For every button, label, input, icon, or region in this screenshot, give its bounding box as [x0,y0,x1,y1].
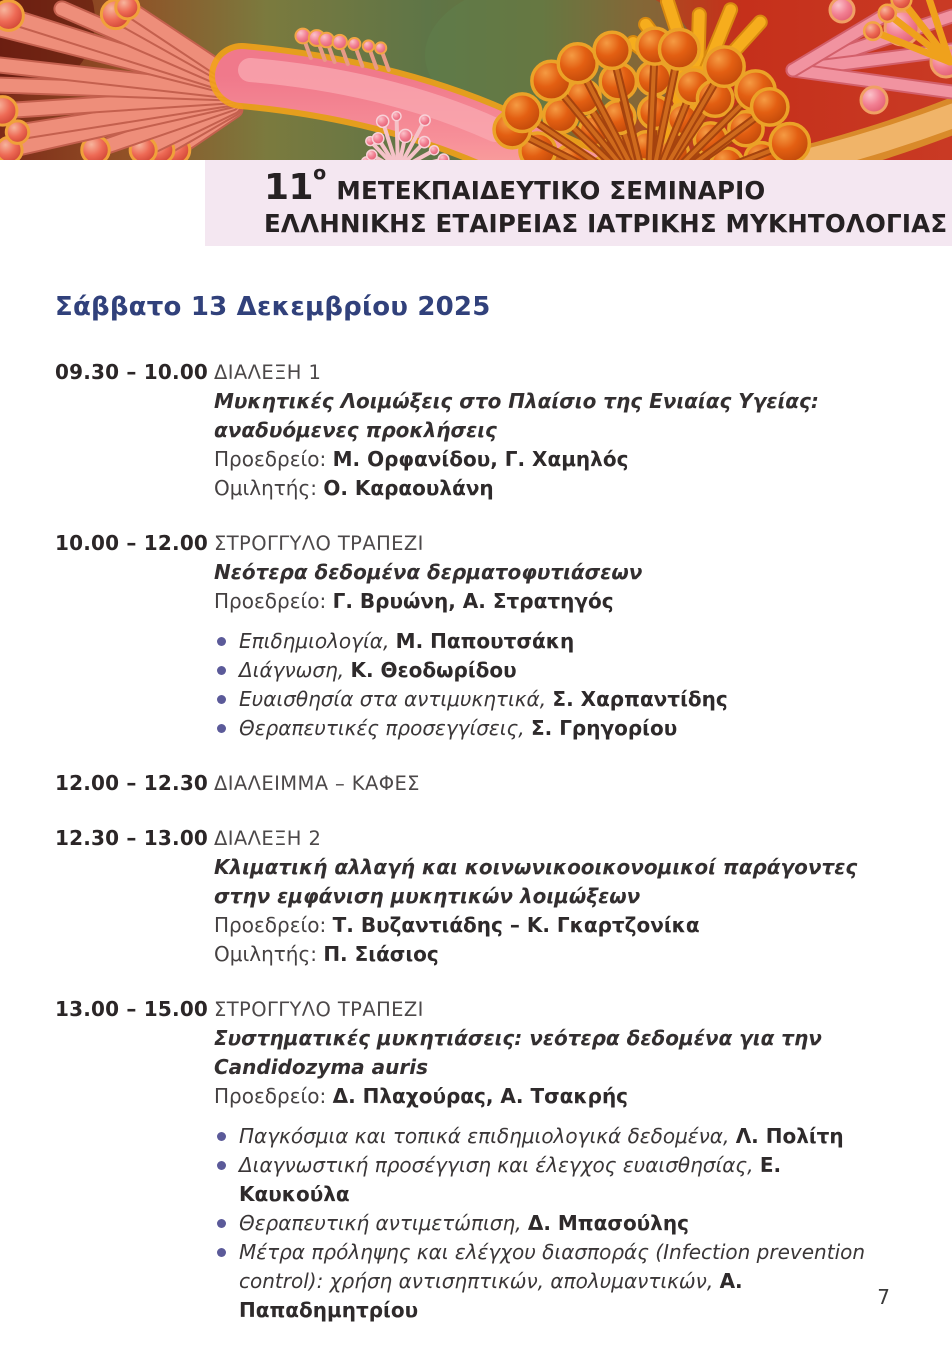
chairs-label: Προεδρείο: [214,913,327,937]
session-chairs [214,445,890,474]
chairs-label: Προεδρείο: [214,447,327,471]
session-time: 10.00 – 12.00 [55,531,209,555]
session-round-table-derm [55,529,890,743]
banner-title-line2: ΕΛΛΗΝΙΚΗΣ ΕΤΑΙΡΕΙΑΣ ΙΑΤΡΙΚΗΣ ΜΥΚΗΤΟΛΟΓΙΑΣ [264,208,948,238]
topic-speaker: Μ. Παπουτσάκη [395,629,575,653]
session-title: Νεότερα δεδομένα δερματοφυτιάσεων [214,560,643,584]
seminar-ordinal: ο [313,162,327,185]
topic-text: Θεραπευτική αντιμετώπιση, [239,1211,522,1235]
date-heading: Σάββατο 13 Δεκεμβρίου 2025 [55,292,491,322]
session-title: Συστηματικές μυκητιάσεις: νεότερα δεδομένα για την Candidozyma auris [214,1026,822,1079]
topic-item [214,1238,890,1325]
session-time: 12.00 – 12.30 [55,771,209,795]
chairs-label: Προεδρείο: [214,589,327,613]
topic-speaker: Ε. Καυκούλα [239,1153,782,1206]
topic-speaker: Σ. Γρηγορίου [530,716,678,740]
topic-text: Παγκόσμια και τοπικά επιδημιολογικά δεδομένα, [239,1124,730,1148]
speaker-label: Ομιλητής: [214,476,317,500]
topic-speaker: Λ. Πολίτη [735,1124,844,1148]
session-title: Μυκητικές Λοιμώξεις στο Πλαίσιο της Ενιαίας Υγείας: αναδυόμενες προκλήσεις [214,389,819,442]
speaker-name: Π. Σιάσιος [323,942,439,966]
topic-text: Διάγνωση, [239,658,345,682]
chairs-names: Μ. Ορφανίδου, Γ. Χαμηλός [332,447,629,471]
session-time: 13.00 – 15.00 [55,997,209,1021]
topic-text: Θεραπευτικές προσεγγίσεις, [239,716,525,740]
speaker-label: Ομιλητής: [214,942,317,966]
topic-text: Μέτρα πρόληψης και ελέγχου διασποράς (Infection prevention control): χρήση αντισηπτικών, απολυμαντικών, [239,1240,866,1293]
session-type: ΣΤΡΟΓΓΥΛΟ ΤΡΑΠΕΖΙ [214,532,424,555]
session-type: ΔΙΑΛΕΞΗ 1 [214,361,322,384]
program-content [0,246,952,1325]
topic-item [214,685,890,714]
fungal-header-illustration [0,0,952,160]
topic-speaker: Δ. Μπασούλης [527,1211,689,1235]
topic-speaker: Κ. Θεοδωρίδου [350,658,517,682]
session-speaker [214,474,890,503]
session-round-table-systemic [55,995,890,1325]
session-speaker [214,940,890,969]
banner-title-line1-text: ΜΕΤΕΚΠΑΙΔΕΥΤΙΚΟ ΣΕΜΙΝΑΡΙΟ [336,176,766,206]
session-chairs [214,1082,890,1111]
banner-title-line1 [264,162,952,209]
topic-speaker: Α. Παπαδημητρίου [239,1269,743,1322]
session-lecture-1 [55,358,890,503]
chairs-names: Τ. Βυζαντιάδης – Κ. Γκαρτζονίκα [332,913,700,937]
session-title: Κλιματική αλλαγή και κοινωνικοοικονομικοί παράγοντες στην εμφάνιση μυκητικών λοιμώξεων [214,855,858,908]
session-coffee-break [55,769,890,798]
topic-speaker: Σ. Χαρπαντίδης [552,687,728,711]
session-chairs [214,587,890,616]
speaker-name: Ο. Καραουλάνη [323,476,494,500]
topic-item [214,627,890,656]
topic-item [214,656,890,685]
topic-item [214,1209,890,1238]
topic-item [214,1122,890,1151]
session-time: 09.30 – 10.00 [55,360,209,384]
session-chairs [214,911,890,940]
chairs-label: Προεδρείο: [214,1084,327,1108]
seminar-number: 11 [264,167,314,209]
topic-item [214,1151,890,1209]
session-type: ΔΙΑΛΕΞΗ 2 [214,827,322,850]
session-type: ΔΙΑΛΕΙΜΜΑ – ΚΑΦΕΣ [214,772,420,795]
chairs-names: Δ. Πλαχούρας, Α. Τσακρής [332,1084,629,1108]
chairs-names: Γ. Βρυώνη, Α. Στρατηγός [332,589,614,613]
topic-text: Διαγνωστική προσέγγιση και έλεγχος ευαισθησίας, [239,1153,754,1177]
topic-text: Ευαισθησία στα αντιμυκητικά, [239,687,547,711]
session-lecture-2 [55,824,890,969]
topic-item [214,714,890,743]
topic-list [214,627,890,743]
session-type: ΣΤΡΟΓΓΥΛΟ ΤΡΑΠΕΖΙ [214,998,424,1021]
page-number: 7 [877,1285,890,1309]
topic-text: Επιδημιολογία, [239,629,390,653]
seminar-banner [205,160,952,246]
topic-list [214,1122,890,1325]
session-time: 12.30 – 13.00 [55,826,209,850]
